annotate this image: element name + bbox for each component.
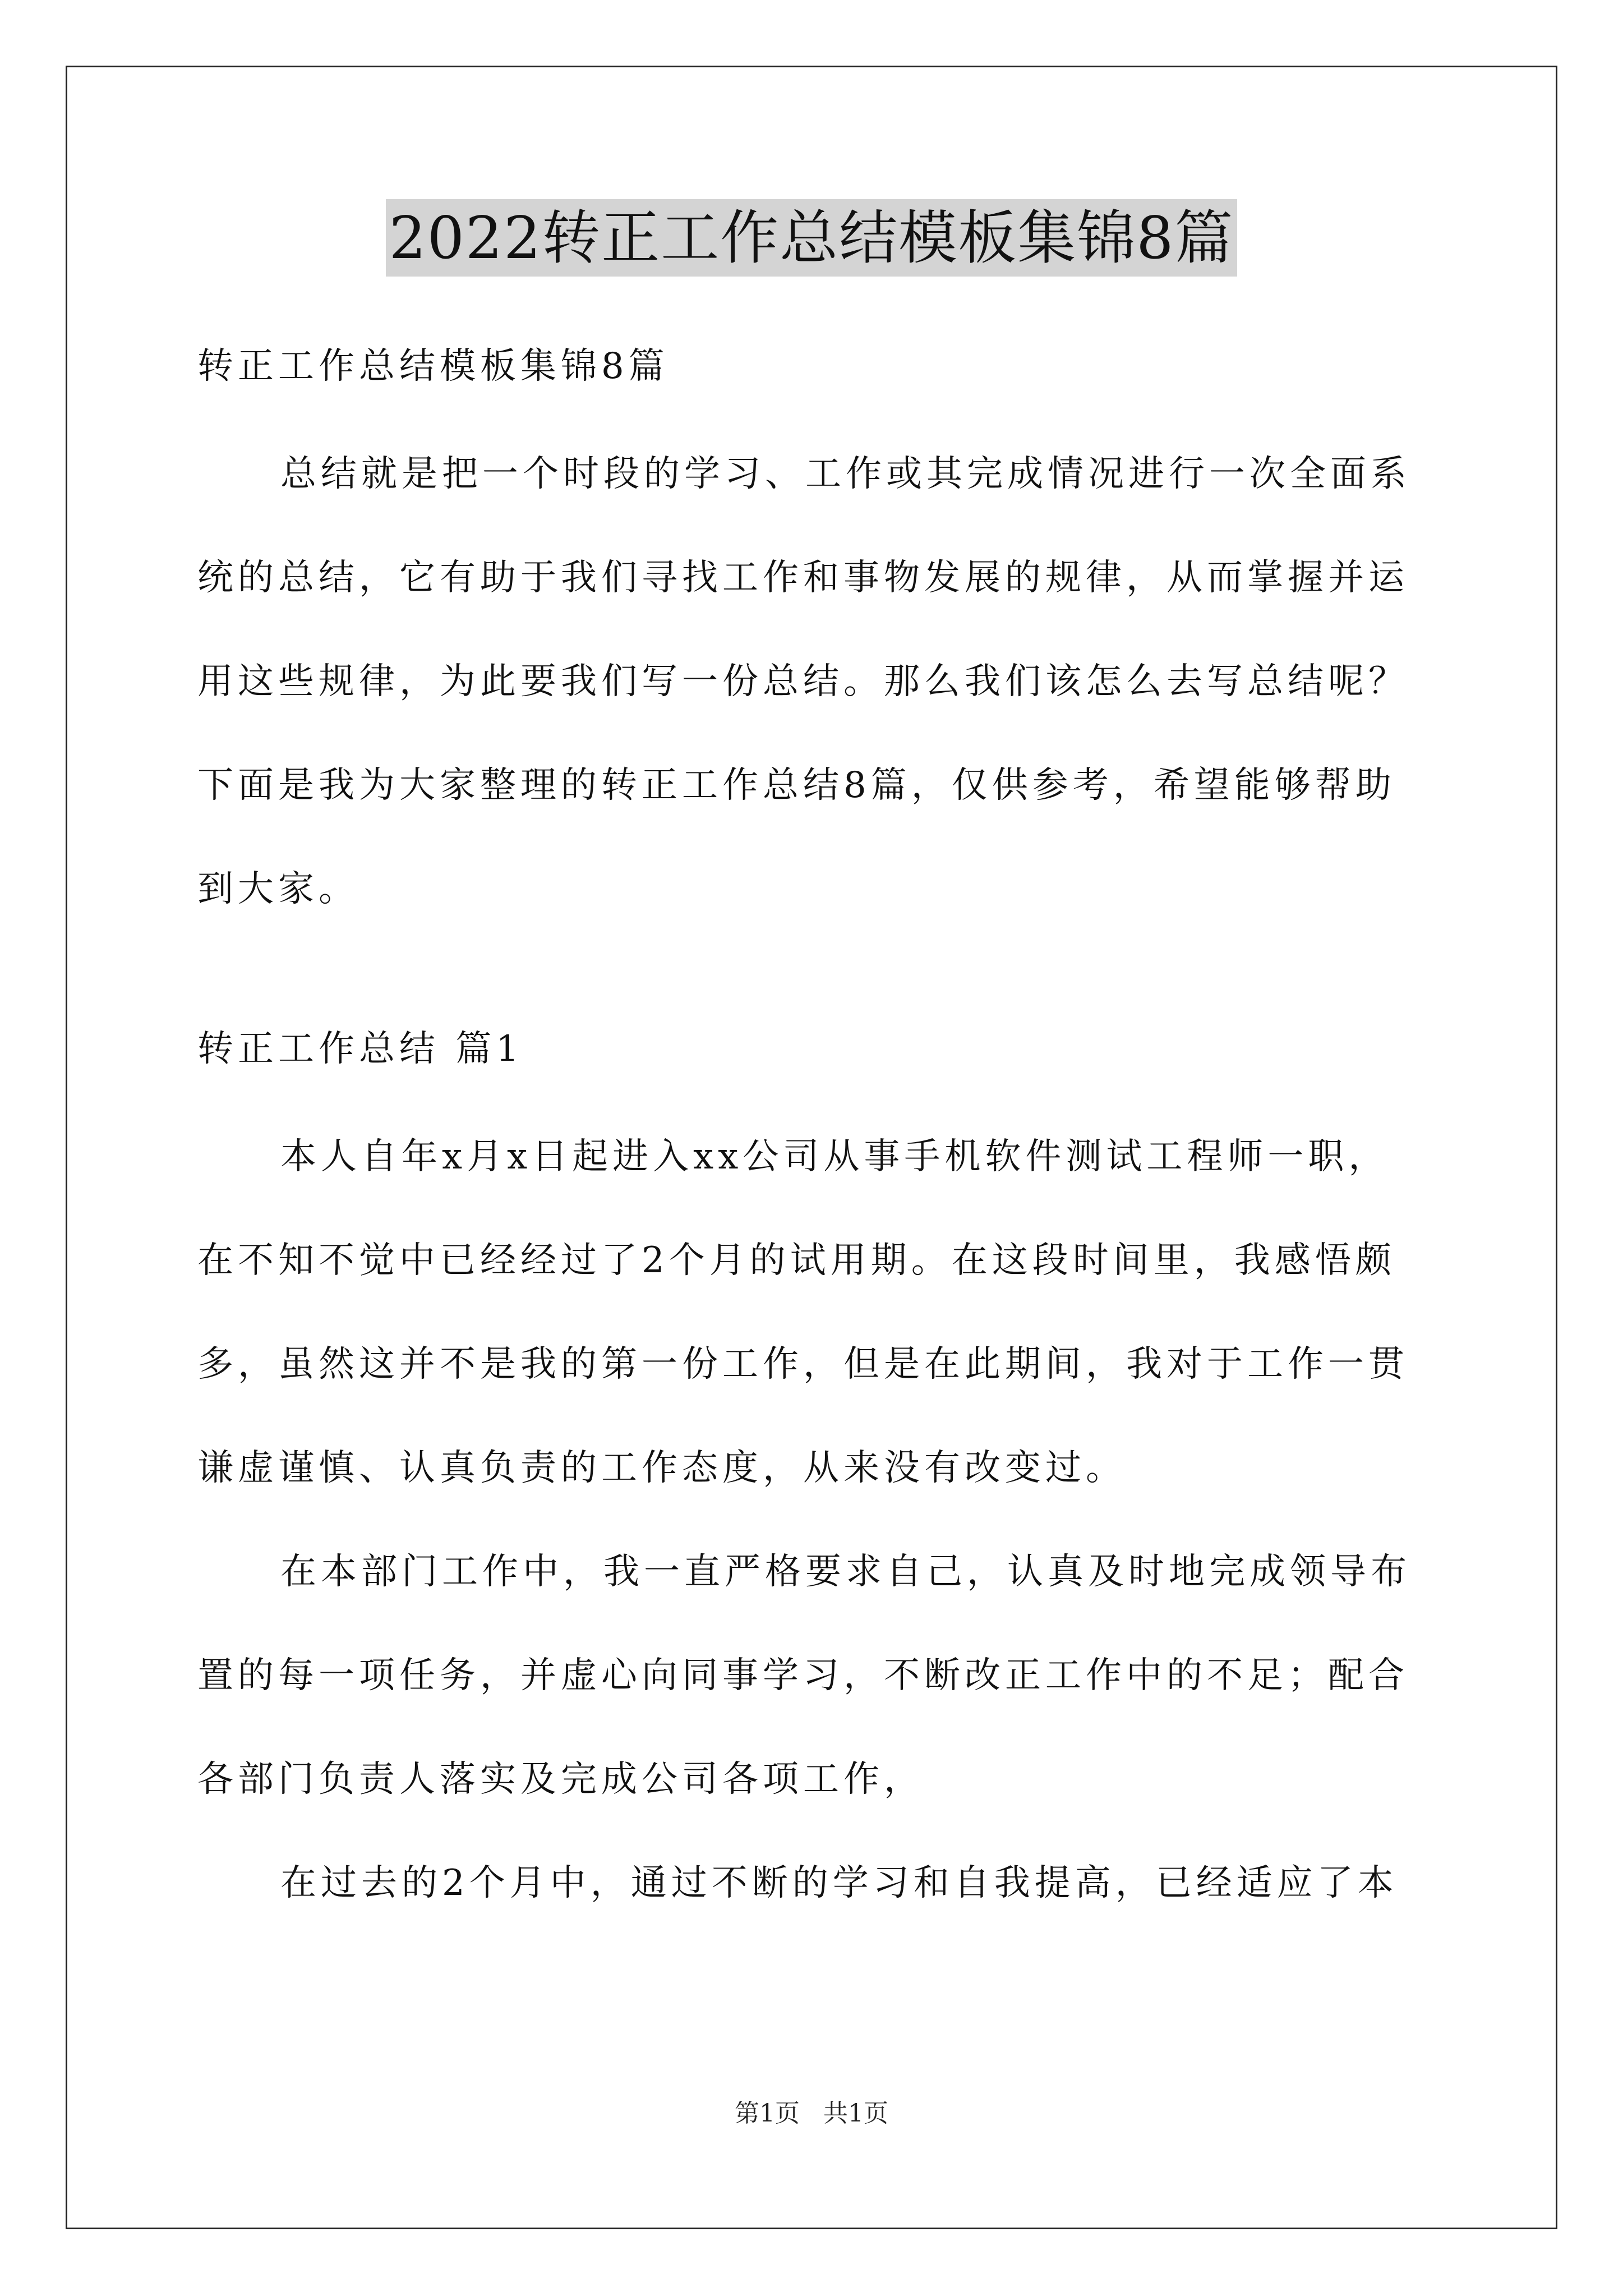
document-title: 2022转正工作总结模板集锦8篇 (386, 199, 1238, 277)
section-heading: 转正工作总结 篇1 (197, 1028, 524, 1070)
page-number: 第1页 (735, 2099, 800, 2128)
intro-line: 用这些规律，为此要我们写一份总结。那么我们该怎么去写总结呢？ (197, 661, 1409, 702)
paragraph-line: 在本部门工作中，我一直严格要求自己，认真及时地完成领导布 (280, 1551, 1411, 1593)
intro-line: 总结就是把一个时段的学习、工作或其完成情况进行一次全面系 (280, 453, 1411, 495)
paragraph-2 (197, 1547, 1454, 1805)
paragraph-3 (197, 1858, 1454, 1908)
paragraph-line: 本人自年x月x日起进入xx公司从事手机软件测试工程师一职， (280, 1136, 1389, 1177)
paragraph-line: 多，虽然这并不是我的第一份工作，但是在此期间，我对于工作一贯 (197, 1343, 1409, 1385)
paragraph-line: 各部门负责人落实及完成公司各项工作， (197, 1759, 924, 1800)
intro-line: 统的总结，它有助于我们寻找工作和事物发展的规律，从而掌握并运 (197, 557, 1409, 599)
section-spacer (197, 914, 1454, 1024)
document-body (197, 341, 1454, 1908)
intro-line: 到大家。 (197, 868, 359, 910)
paragraph-line: 在过去的2个月中，通过不断的学习和自我提高，已经适应了本 (280, 1862, 1398, 1904)
intro-line: 下面是我为大家整理的转正工作总结8篇，仅供参考，希望能够帮助 (197, 765, 1396, 806)
intro-paragraph (197, 449, 1454, 914)
paragraph-1 (197, 1131, 1454, 1493)
document-title-container (0, 199, 1623, 277)
paragraph-line: 置的每一项任务，并虚心向同事学习，不断改正工作中的不足；配合 (197, 1655, 1409, 1696)
page-total: 共1页 (823, 2099, 888, 2128)
page-footer (0, 2098, 1623, 2129)
paragraph-line: 谦虚谨慎、认真负责的工作态度，从来没有改变过。 (197, 1447, 1126, 1489)
paragraph-line: 在不知不觉中已经经过了2个月的试用期。在这段时间里，我感悟颇 (197, 1240, 1396, 1281)
document-subtitle: 转正工作总结模板集锦8篇 (197, 346, 669, 387)
